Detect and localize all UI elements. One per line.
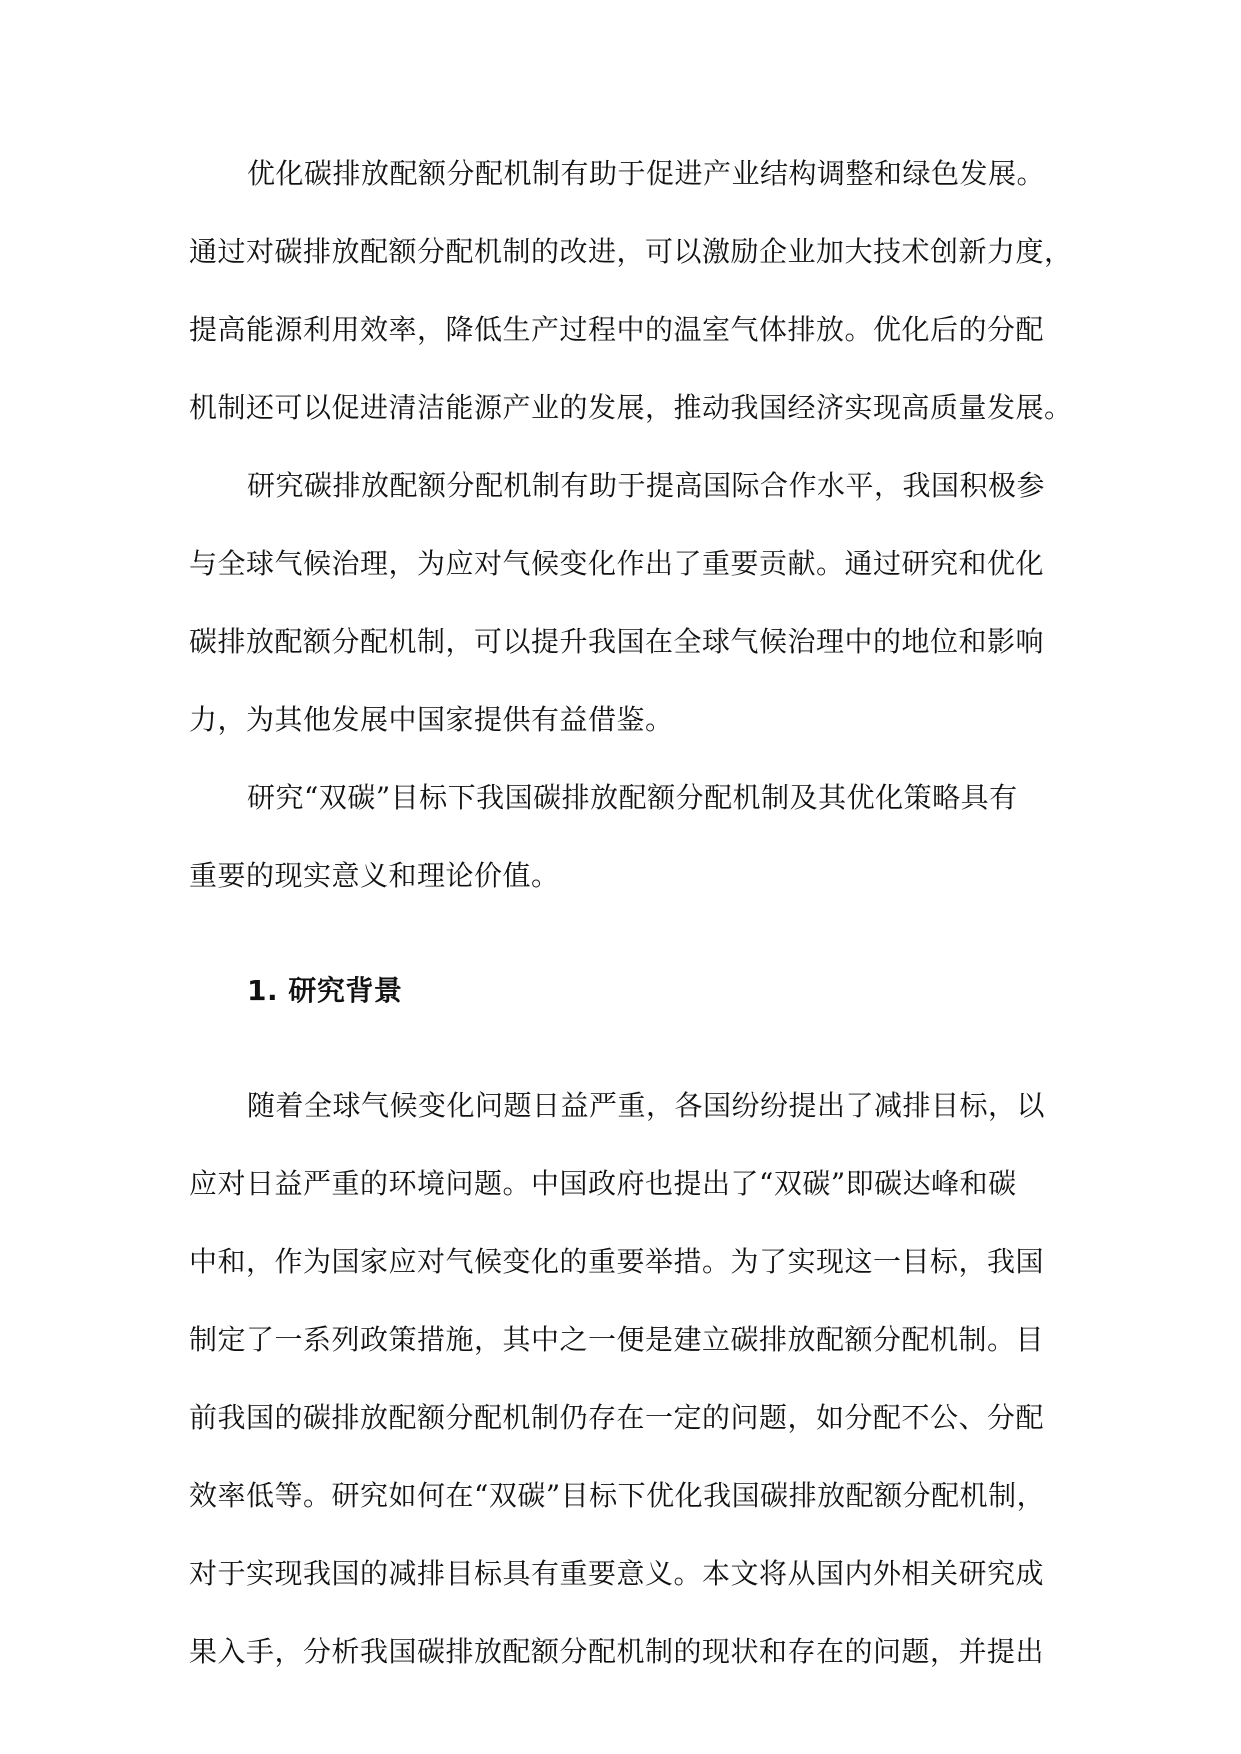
paragraph-line: 力，为其他发展中国家提供有益借鉴。 <box>189 703 674 736</box>
paragraph-line: 制定了一系列政策措施，其中之一便是建立碳排放配额分配机制。目 <box>189 1323 1045 1356</box>
paragraph-line: 效率低等。研究如何在“双碳”目标下优化我国碳排放配额分配机制， <box>189 1479 1046 1512</box>
paragraph-line: 应对日益严重的环境问题。中国政府也提出了“双碳”即碳达峰和碳 <box>189 1167 1017 1200</box>
paragraph-line: 机制还可以促进清洁能源产业的发展，推动我国经济实现高质量发展。 <box>189 391 1073 424</box>
paragraph-line: 通过对碳排放配额分配机制的改进，可以激励企业加大技术创新力度， <box>189 235 1073 268</box>
paragraph-line: 果入手，分析我国碳排放配额分配机制的现状和存在的问题，并提出 <box>189 1635 1045 1668</box>
paragraph-line: 与全球气候治理，为应对气候变化作出了重要贡献。通过研究和优化 <box>189 547 1045 580</box>
paragraph-line: 对于实现我国的减排目标具有重要意义。本文将从国内外相关研究成 <box>189 1557 1045 1590</box>
section-heading: 1. 研究背景 <box>247 974 403 1007</box>
paragraph-line: 中和，作为国家应对气候变化的重要举措。为了实现这一目标，我国 <box>189 1245 1045 1278</box>
paragraph-line: 研究“双碳”目标下我国碳排放配额分配机制及其优化策略具有 <box>247 781 1018 814</box>
paragraph-line: 优化碳排放配额分配机制有助于促进产业结构调整和绿色发展。 <box>247 157 1046 190</box>
paragraph-line: 研究碳排放配额分配机制有助于提高国际合作水平，我国积极参 <box>247 469 1046 502</box>
paragraph-line: 提高能源利用效率，降低生产过程中的温室气体排放。优化后的分配 <box>189 313 1045 346</box>
paragraph-line: 碳排放配额分配机制，可以提升我国在全球气候治理中的地位和影响 <box>189 625 1045 658</box>
paragraph-line: 随着全球气候变化问题日益严重，各国纷纷提出了减排目标，以 <box>247 1089 1046 1122</box>
paragraph-line: 重要的现实意义和理论价值。 <box>189 859 560 892</box>
paragraph-line: 前我国的碳排放配额分配机制仍存在一定的问题，如分配不公、分配 <box>189 1401 1045 1434</box>
